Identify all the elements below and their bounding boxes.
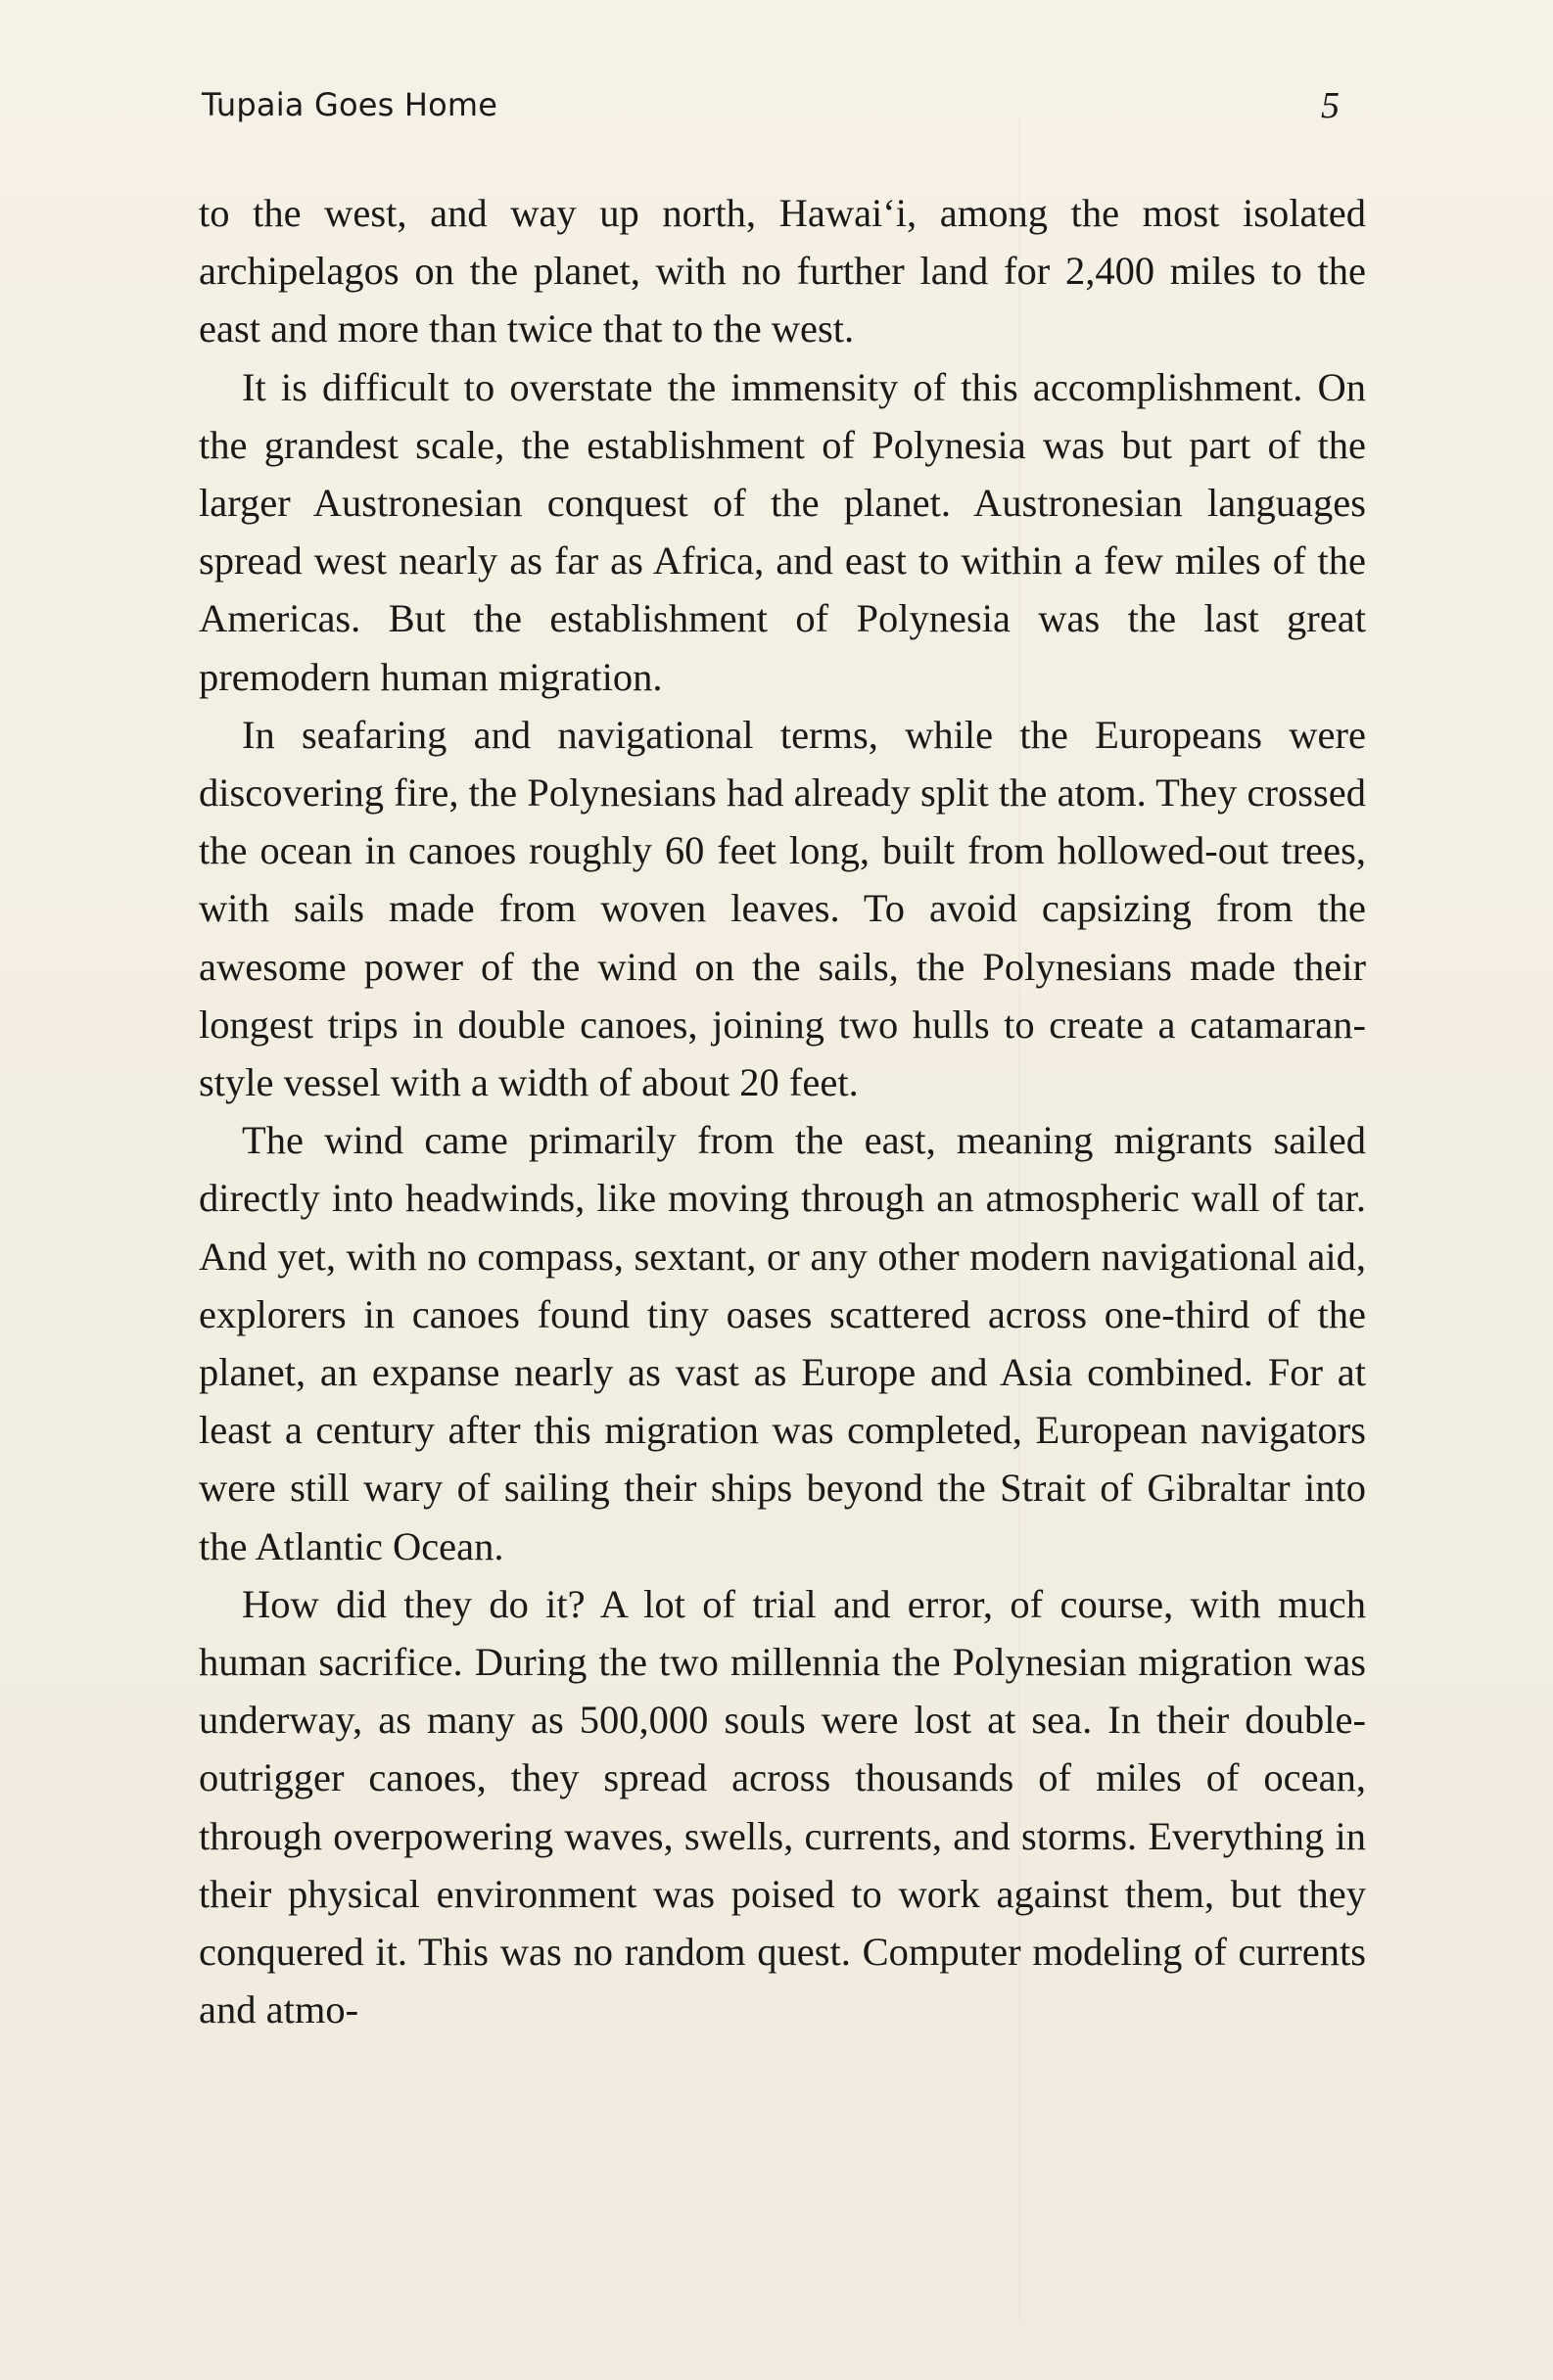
paragraph-continued: to the west, and way up north, Hawai‘i, among the most isolated archipelagos on the planet, with no further land for 2,400 miles to the east and more than twice that to the west. <box>199 191 1366 351</box>
paragraph: How did they do it? A lot of trial and error, of course, with much human sacrifice. During the two millennia the Polynesian migration was underway, as many as 500,000 souls were lost at sea. In their double-outrigger canoes, they spread across thousands of miles of ocean, through overpowering waves, swells, currents, and storms. Everything in their physical environment was poised to work against them, but they conquered it. This was no random quest. Computer modeling of currents and atmo- <box>199 1581 1366 2032</box>
paragraph: In seafaring and navigational terms, while the Europeans were discovering fire, the Polynesians had already split the atom. They crossed the ocean in canoes roughly 60 feet long, built from hollowed-out trees, with sails made from woven leaves. To avoid capsizing from the awesome power of the wind on the sails, the Polynesians made their longest trips in double canoes, joining two hulls to create a catamaran-style vessel with a width of about 20 feet. <box>199 712 1366 1105</box>
page-number: 5 <box>1321 85 1340 126</box>
running-head-title: Tupaia Goes Home <box>202 86 498 123</box>
paragraph: It is difficult to overstate the immensity of this accomplishment. On the grandest scale, the establishment of Polynesia was but part of the larger Austronesian conquest of the planet. Austronesian languages spread west nearly as far as Africa, and east to within a few miles of the Americas. But the establishment of Polynesia was the last great premodern human migration. <box>199 364 1366 699</box>
body-text <box>199 184 1366 2039</box>
paragraph: The wind came primarily from the east, meaning migrants sailed directly into headwinds, like moving through an atmospheric wall of tar. And yet, with no compass, sextant, or any other modern navigational aid, explorers in canoes found tiny oases scattered across one-third of the planet, an expanse nearly as vast as Europe and Asia combined. For at least a century after this migration was completed, European navigators were still wary of sailing their ships beyond the Strait of Gibraltar into the Atlantic Ocean. <box>199 1118 1366 1568</box>
